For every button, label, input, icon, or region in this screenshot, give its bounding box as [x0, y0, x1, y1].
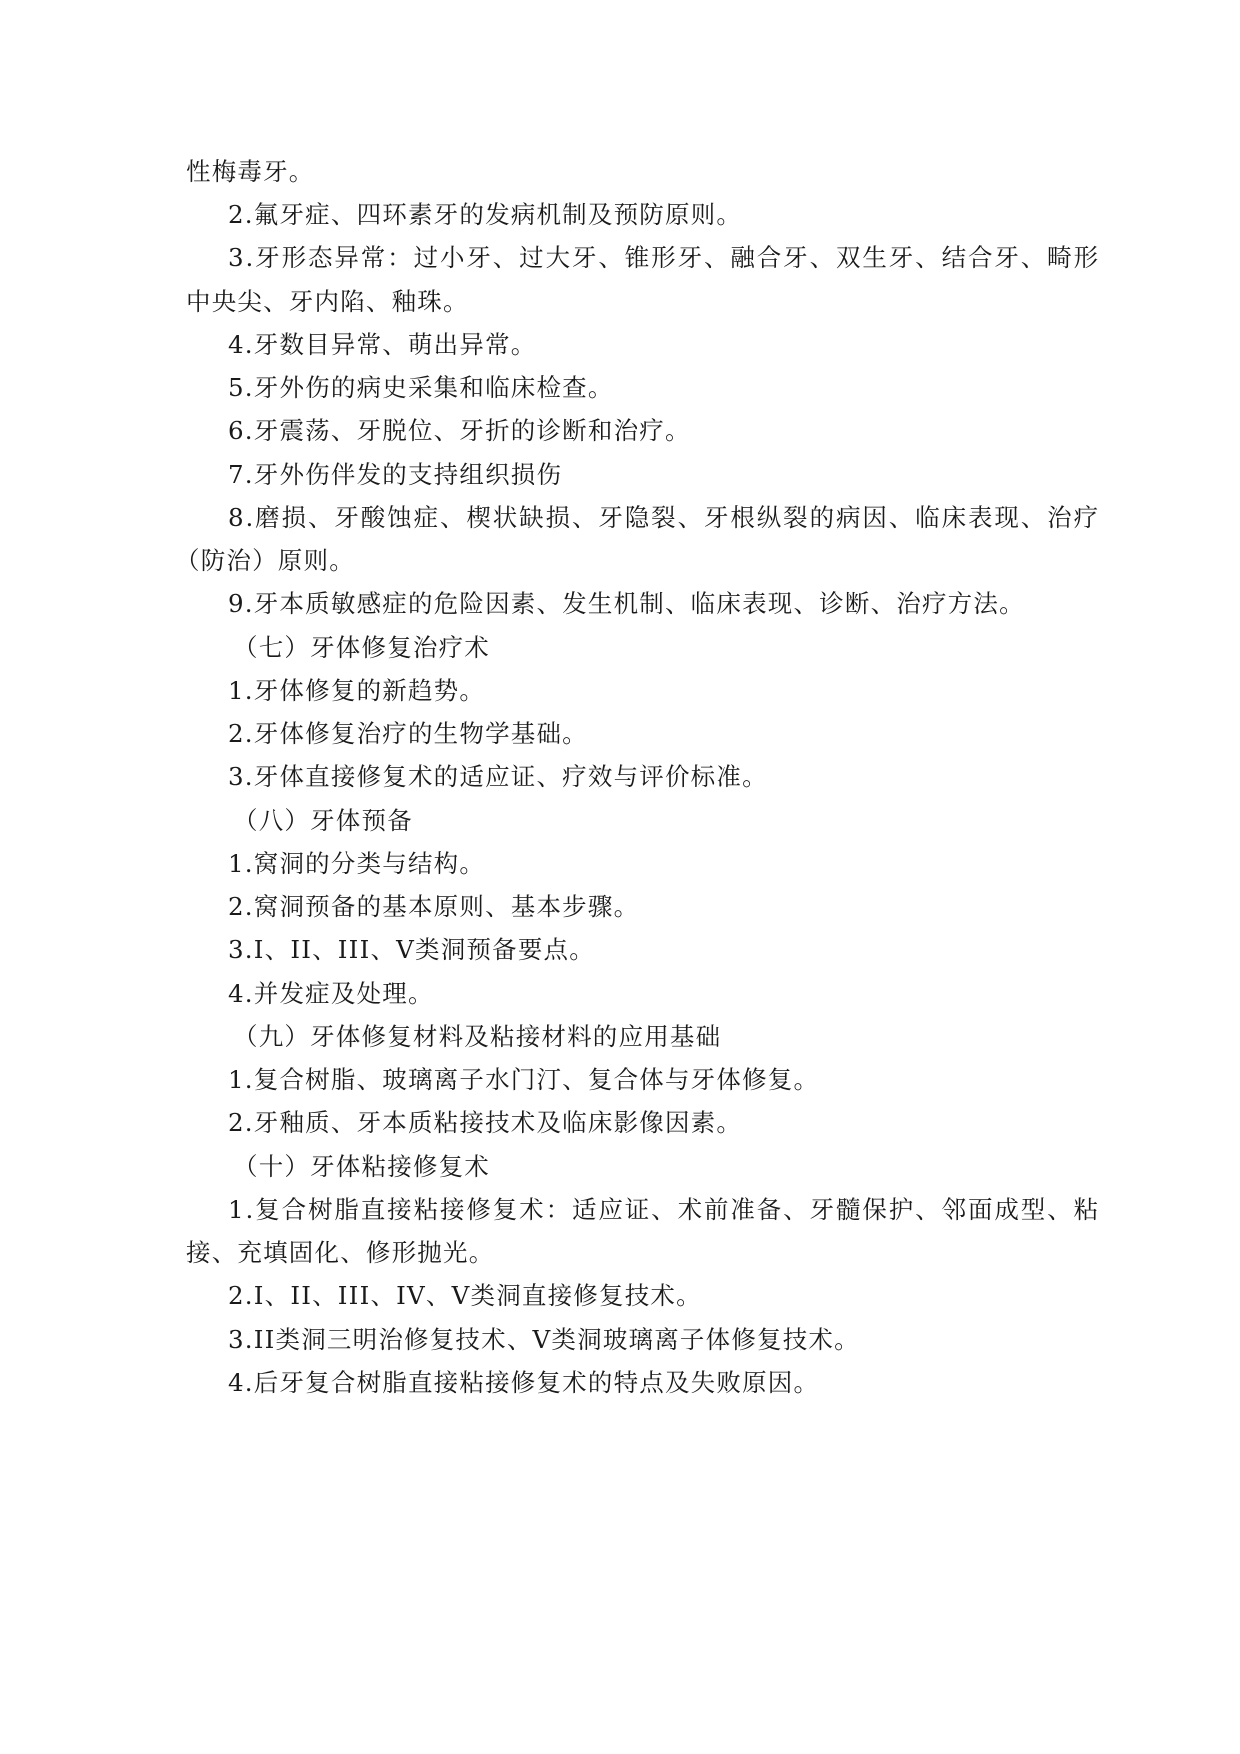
list-item: 3.I、II、III、V类洞预备要点。 — [228, 935, 595, 964]
section-heading: （十）牙体粘接修复术 — [233, 1152, 490, 1181]
text-line: （防治）原则。 — [175, 546, 355, 575]
list-item: 1.复合树脂直接粘接修复术：适应证、术前准备、牙髓保护、邻面成型、粘 — [228, 1195, 1100, 1224]
list-item: 4.牙数目异常、萌出异常。 — [228, 330, 537, 359]
text-line: 接、充填固化、修形抛光。 — [186, 1238, 495, 1267]
section-heading: （七）牙体修复治疗术 — [233, 633, 490, 662]
section-heading: （九）牙体修复材料及粘接材料的应用基础 — [233, 1022, 722, 1051]
list-item: 1.牙体修复的新趋势。 — [228, 676, 486, 705]
list-item: 6.牙震荡、牙脱位、牙折的诊断和治疗。 — [228, 416, 691, 445]
list-item: 2.I、II、III、IV、V类洞直接修复技术。 — [228, 1281, 702, 1310]
list-item: 2.牙釉质、牙本质粘接技术及临床影像因素。 — [228, 1108, 743, 1137]
section-heading: （八）牙体预备 — [233, 806, 413, 835]
list-item: 5.牙外伤的病史采集和临床检查。 — [228, 373, 614, 402]
list-item: 2.牙体修复治疗的生物学基础。 — [228, 719, 588, 748]
list-item: 2.窝洞预备的基本原则、基本步骤。 — [228, 892, 640, 921]
list-item: 4.后牙复合树脂直接粘接修复术的特点及失败原因。 — [228, 1368, 820, 1397]
list-item: 4.并发症及处理。 — [228, 979, 434, 1008]
list-item: 1.复合树脂、玻璃离子水门汀、复合体与牙体修复。 — [228, 1065, 820, 1094]
list-item: 1.窝洞的分类与结构。 — [228, 849, 486, 878]
list-item: 9.牙本质敏感症的危险因素、发生机制、临床表现、诊断、治疗方法。 — [228, 589, 1025, 618]
list-item: 3.牙体直接修复术的适应证、疗效与评价标准。 — [228, 762, 768, 791]
list-item: 3.II类洞三明治修复技术、V类洞玻璃离子体修复技术。 — [228, 1325, 860, 1354]
list-item: 7.牙外伤伴发的支持组织损伤 — [228, 460, 563, 489]
text-line: 性梅毒牙。 — [186, 157, 315, 186]
text-line: 中央尖、牙内陷、釉珠。 — [186, 287, 469, 316]
list-item: 3.牙形态异常：过小牙、过大牙、锥形牙、融合牙、双生牙、结合牙、畸形 — [228, 243, 1100, 272]
list-item: 8.磨损、牙酸蚀症、楔状缺损、牙隐裂、牙根纵裂的病因、临床表现、治疗 — [228, 503, 1100, 532]
list-item: 2.氟牙症、四环素牙的发病机制及预防原则。 — [228, 200, 743, 229]
